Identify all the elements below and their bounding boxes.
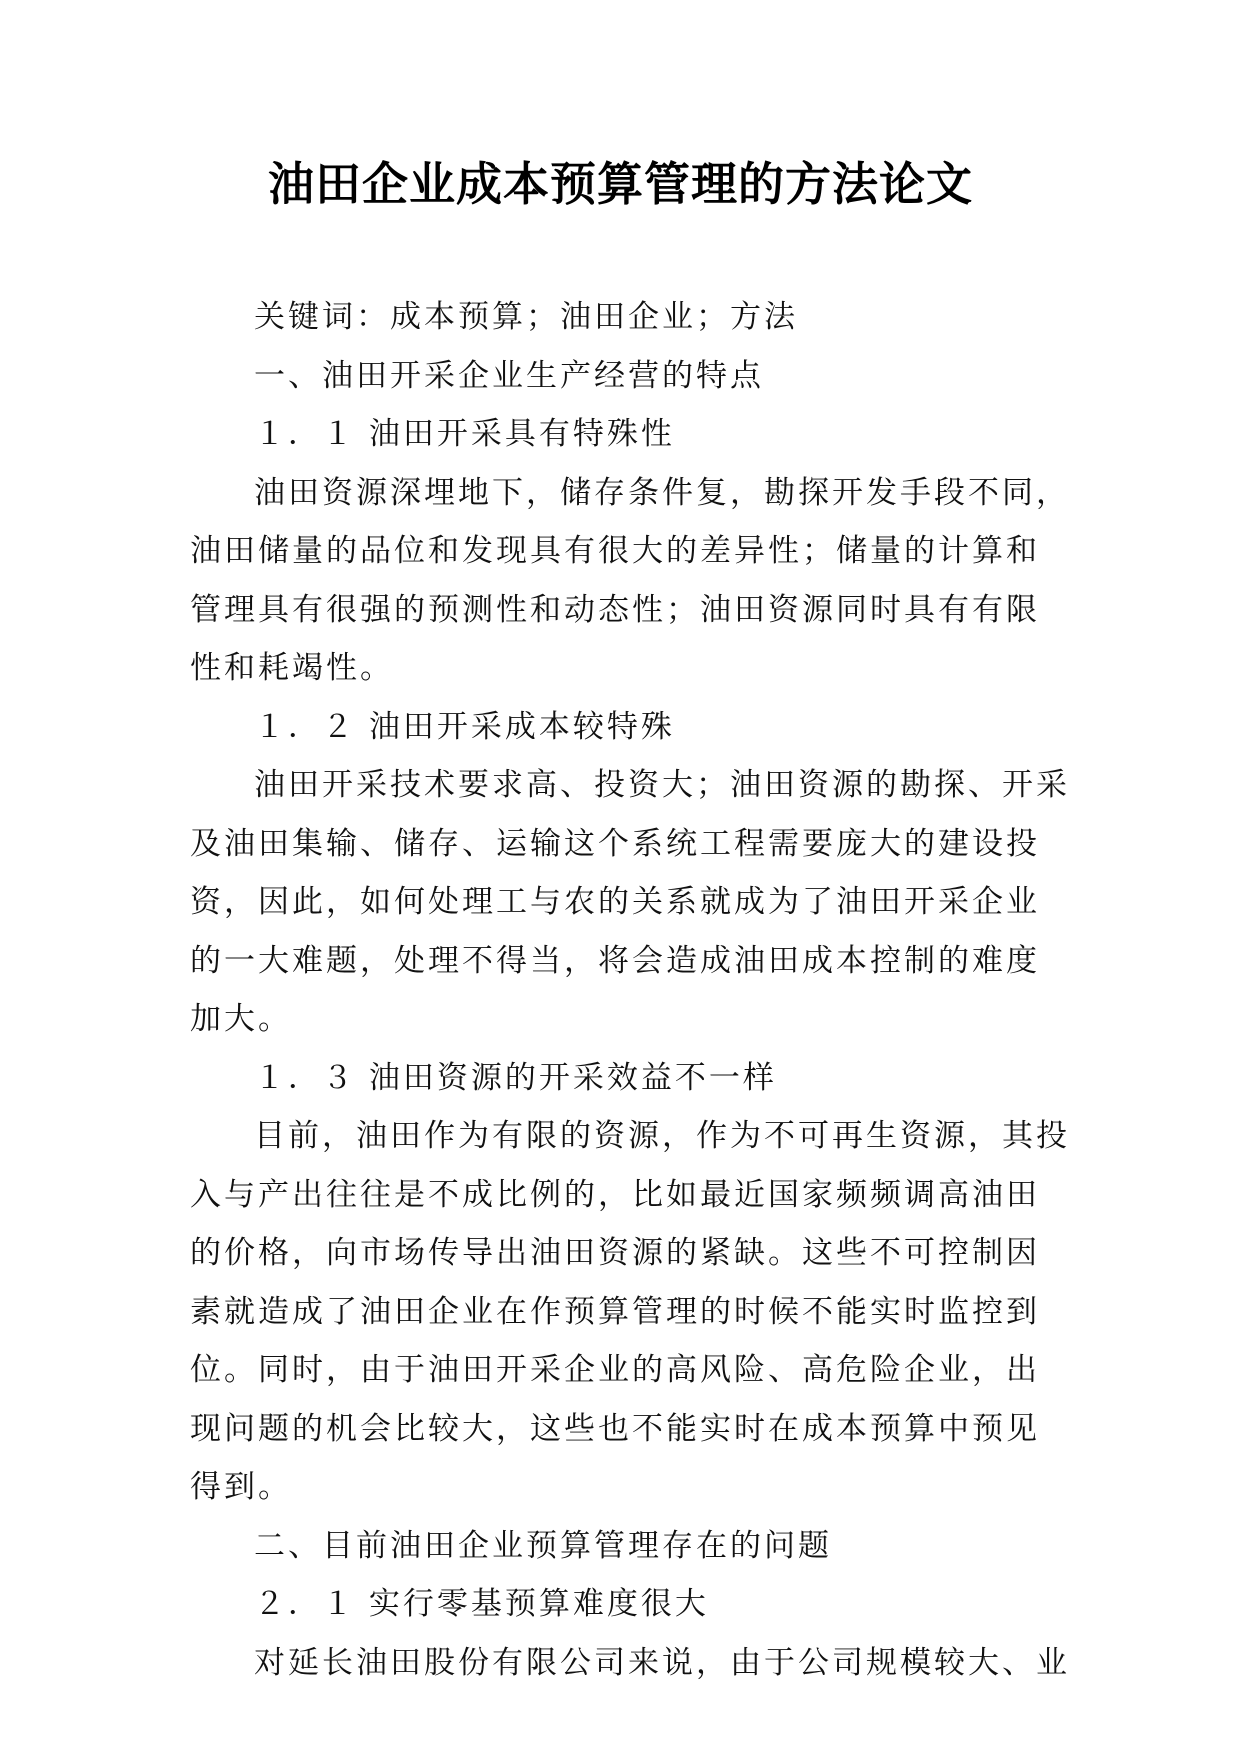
body-paragraph: 油田开采技术要求高、投资大；油田资源的勘探、开采及油田集输、储存、运输这个系统工程需要庞大的建设投资，因此，如何处理工与农的关系就成为了油田开采企业的一大难题，处理不得当，将会造成油田成本控制的难度加大。 (190, 767, 1070, 1037)
section-heading-2: 二、目前油田企业预算管理存在的问题 (254, 1527, 832, 1564)
body-paragraph: 目前，油田作为有限的资源，作为不可再生资源，其投入与产出往往是不成比例的，比如最近国家频频调高油田的价格，向市场传导出油田资源的紧缺。这些不可控制因素就造成了油田企业在作预算管理的时候不能实时监控到位。同时，由于油田开采企业的高风险、高危险企业，出现问题的机会比较大，这些也不能实时在成本预算中预见得到。 (190, 1118, 1070, 1505)
body-paragraph: 油田资源深埋地下，储存条件复，勘探开发手段不同，油田储量的品位和发现具有很大的差异性；储量的计算和管理具有很强的预测性和动态性；油田资源同时具有有限性和耗竭性。 (190, 474, 1070, 686)
body-paragraph: 对延长油田股份有限公司来说，由于公司规模较大、业 (254, 1644, 1070, 1681)
section-heading-1: 一、油田开采企业生产经营的特点 (254, 357, 764, 394)
document-title: 油田企业成本预算管理的方法论文 (268, 157, 973, 211)
document-body (190, 288, 1070, 1692)
keywords-line: 关键词：成本预算；油田企业；方法 (254, 299, 798, 335)
subsection-heading-1-3: １．３ 油田资源的开采效益不一样 (254, 1059, 777, 1096)
subsection-heading-2-1: ２．１ 实行零基预算难度很大 (254, 1586, 709, 1622)
subsection-heading-1-2: １．２ 油田开采成本较特殊 (254, 708, 675, 745)
subsection-heading-1-1: １．１ 油田开采具有特殊性 (254, 416, 675, 452)
